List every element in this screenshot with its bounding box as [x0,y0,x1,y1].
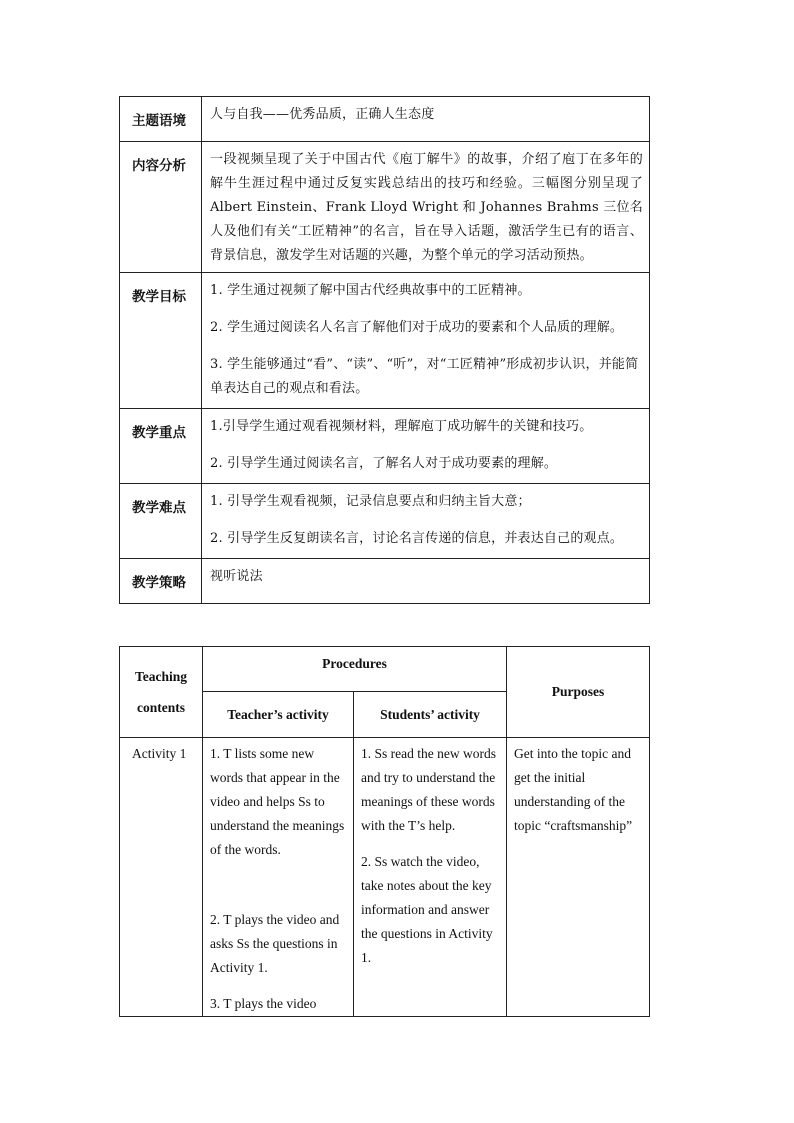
teacher-activity-cell [203,738,354,1017]
header-text: Teaching contents [134,669,188,715]
objective-item: 3. 学生能够通过“看”、“读”、“听”，对“工匠精神”形成初步认识，并能简单表达自己的观点和看法。 [210,357,639,396]
teacher-step: 1. T lists some new words that appear in the video and helps Ss to understand the meanings of the words. [210,746,345,857]
plan-row-key-points [120,409,650,484]
row-content [202,273,650,409]
purposes-header [507,647,650,738]
row-content [202,97,650,142]
row-label: 内容分析 [120,142,202,273]
row-label: 教学重点 [120,409,202,484]
plan-row-theme [120,97,650,142]
activity-row [120,738,650,1017]
purposes-cell: Get into the topic and get the initial understanding of the topic “craftsmanship” [507,738,650,1017]
procedures-header-row [120,647,650,692]
teacher-step: 3. T plays the video [210,996,317,1011]
students-activity-cell [354,738,507,1017]
row-content [202,559,650,604]
difficulty-item: 2. 引导学生反复朗读名言，讨论名言传递的信息，并表达自己的观点。 [210,531,624,546]
objective-item: 2. 学生通过阅读名人名言了解他们对于成功的要素和个人品质的理解。 [210,320,624,335]
student-step: 1. Ss read the new words and try to understand the meanings of these words with the T’s help. [361,746,496,833]
row-label: 教学策略 [120,559,202,604]
theme-text: 人与自我——优秀品质，正确人生态度 [210,107,435,122]
procedures-header [203,647,507,692]
header-text: Purposes [551,684,605,699]
key-point-item: 2. 引导学生通过阅读名言，了解名人对于成功要素的理解。 [210,456,558,471]
row-content [202,409,650,484]
teacher-activity-header: Teacher’s activity [203,692,354,738]
plan-row-content-analysis [120,142,650,273]
lesson-plan-table [119,96,650,604]
key-point-item: 1.引导学生通过观看视频材料，理解庖丁成功解牛的关键和技巧。 [210,419,593,434]
student-step: 2. Ss watch the video, take notes about the key information and answer the questions in Activity 1. [361,854,493,965]
row-content [202,142,650,273]
plan-row-strategy [120,559,650,604]
strategy-text: 视听说法 [210,569,263,584]
plan-row-objectives [120,273,650,409]
header-text: Procedures [322,656,387,671]
procedures-table [119,646,650,1017]
students-activity-header: Students’ activity [354,692,507,738]
analysis-text: 一段视频呈现了关于中国古代《庖丁解牛》的故事，介绍了庖丁在多年的解牛生涯过程中通过反复实践总结出的技巧和经验。三幅图分别呈现了 Albert Einstein、Frank Lloyd Wright 和 Johannes Brahms 三位名人及他们有关“工匠精神”的名言，旨在导入话题，激活学生已有的语言、背景信息，激发学生对话题的兴趣，为整个单元的学习活动预热。 [210,152,643,263]
row-label: 教学目标 [120,273,202,409]
row-label: 主题语境 [120,97,202,142]
row-content [202,484,650,559]
objective-item: 1. 学生通过视频了解中国古代经典故事中的工匠精神。 [210,283,531,298]
row-label: 教学难点 [120,484,202,559]
difficulty-item: 1. 引导学生观看视频，记录信息要点和归纳主旨大意； [210,494,531,509]
teacher-step: 2. T plays the video and asks Ss the questions in Activity 1. [210,912,340,975]
activity-name: Activity 1 [120,738,203,1017]
plan-row-difficulties [120,484,650,559]
teaching-contents-header [120,647,203,738]
